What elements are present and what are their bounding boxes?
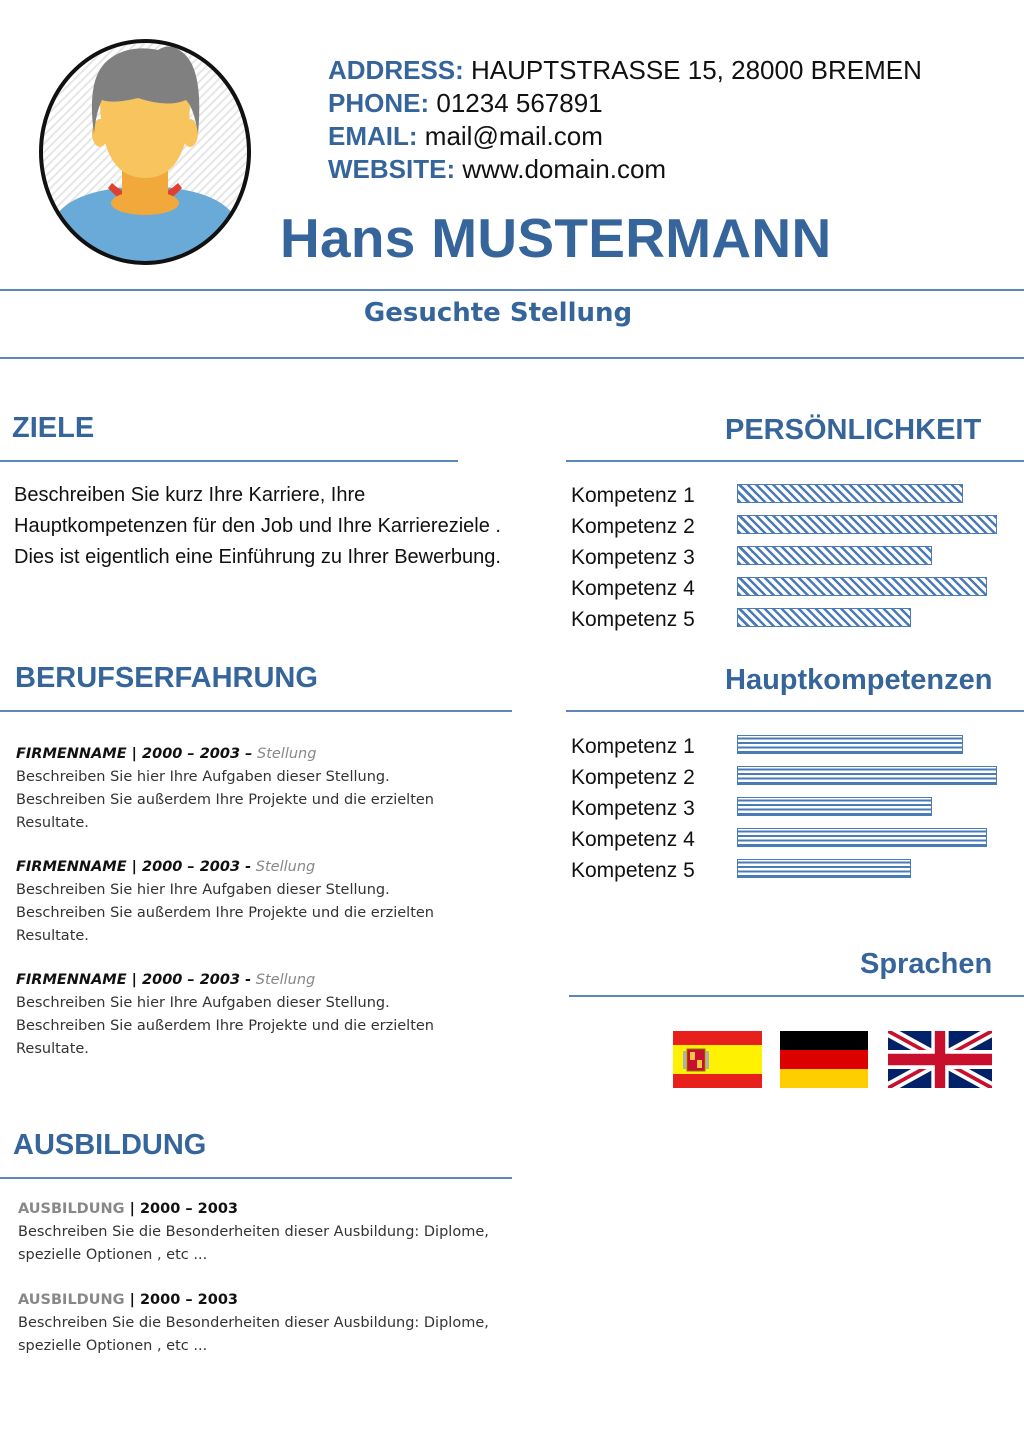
skill-bar — [737, 577, 987, 596]
job-entry — [16, 743, 506, 835]
education-desc: spezielle Optionen , etc ... — [18, 1338, 208, 1354]
phone-value: 01234 567891 — [436, 88, 603, 118]
address-label: ADDRESS: — [328, 55, 464, 85]
experience-divider — [0, 710, 512, 712]
main-skill-bar — [737, 766, 997, 785]
skill-label: Kompetenz 4 — [571, 577, 695, 600]
full-name: Hans MUSTERMANN — [280, 207, 832, 269]
education-years: 2000 – 2003 — [139, 1201, 238, 1217]
job-head: FIRMENNAME | 2000 – 2003 - — [16, 859, 252, 875]
job-desc: Resultate. — [16, 928, 89, 944]
goals-heading: ZIELE — [12, 412, 95, 444]
education-heading: AUSBILDUNG — [13, 1129, 207, 1161]
education-entry — [18, 1289, 518, 1358]
education-divider — [0, 1177, 512, 1179]
skill-label: Kompetenz 1 — [571, 484, 695, 507]
main-skills-divider — [566, 710, 1024, 712]
languages-divider — [569, 995, 1024, 997]
skill-label: Kompetenz 3 — [571, 546, 695, 569]
job-desc: Beschreiben Sie außerdem Ihre Projekte und die erzielten — [16, 905, 434, 921]
job-role: Stellung — [257, 746, 317, 762]
skill-bar — [737, 546, 932, 565]
main-skill-bar — [737, 828, 987, 847]
education-entry — [18, 1198, 518, 1267]
goals-text: Beschreiben Sie kurz Ihre Karriere, Ihre Hauptkompetenzen für den Job und Ihre Karriereziele . Dies ist eigentlich eine Einführung zu Ihrer Bewerbung. — [14, 484, 501, 568]
skill-label: Kompetenz 1 — [571, 735, 695, 758]
email-value: mail@mail.com — [424, 121, 603, 151]
skill-label: Kompetenz 3 — [571, 797, 695, 820]
job-desc: Beschreiben Sie hier Ihre Aufgaben dieser Stellung. — [16, 995, 390, 1011]
germany-flag-icon — [780, 1031, 868, 1088]
experience-heading: BERUFSERFAHRUNG — [15, 662, 318, 694]
job-desc: Resultate. — [16, 1041, 89, 1057]
job-desc: Beschreiben Sie außerdem Ihre Projekte und die erzielten — [16, 1018, 434, 1034]
goals-divider — [0, 460, 458, 462]
job-role: Stellung — [255, 972, 316, 988]
personality-heading: PERSÖNLICHKEIT — [725, 414, 982, 446]
phone-line — [328, 87, 922, 120]
skill-bar — [737, 515, 997, 534]
skill-label: Kompetenz 5 — [571, 859, 695, 882]
address-line — [328, 54, 922, 87]
divider-position — [0, 357, 1024, 359]
email-label: EMAIL: — [328, 121, 418, 151]
skill-label: Kompetenz 4 — [571, 828, 695, 851]
address-value: HAUPTSTRASSE 15, 28000 BREMEN — [471, 55, 922, 85]
job-desc: Beschreiben Sie außerdem Ihre Projekte und die erzielten — [16, 792, 434, 808]
skill-label: Kompetenz 5 — [571, 608, 695, 631]
website-value: www.domain.com — [462, 154, 667, 184]
spain-flag-icon — [673, 1031, 762, 1088]
job-head: FIRMENNAME | 2000 – 2003 – — [16, 746, 253, 762]
job-desc: Beschreiben Sie hier Ihre Aufgaben dieser Stellung. — [16, 769, 390, 785]
main-skill-list — [571, 731, 695, 886]
main-skill-bar — [737, 859, 911, 878]
main-skill-bar — [737, 735, 963, 754]
personality-skill-list — [571, 480, 695, 635]
education-separator: | — [124, 1201, 140, 1217]
uk-flag-icon — [888, 1031, 992, 1088]
education-separator: | — [124, 1292, 140, 1308]
skill-label: Kompetenz 2 — [571, 766, 695, 789]
contact-block — [328, 54, 922, 186]
skill-label: Kompetenz 2 — [571, 515, 695, 538]
education-years: 2000 – 2003 — [139, 1292, 238, 1308]
skill-bar — [737, 608, 911, 627]
job-role: Stellung — [255, 859, 316, 875]
avatar — [38, 38, 252, 266]
job-entry — [16, 856, 506, 948]
skill-bar — [737, 484, 963, 503]
phone-label: PHONE: — [328, 88, 430, 118]
education-desc: Beschreiben Sie die Besonderheiten dieser Ausbildung: Diplome, — [18, 1224, 489, 1240]
education-desc: spezielle Optionen , etc ... — [18, 1247, 208, 1263]
education-desc: Beschreiben Sie die Besonderheiten dieser Ausbildung: Diplome, — [18, 1315, 489, 1331]
email-line — [328, 120, 922, 153]
education-name: AUSBILDUNG — [18, 1201, 125, 1217]
job-entry — [16, 969, 506, 1061]
languages-heading: Sprachen — [860, 948, 993, 980]
website-line — [328, 153, 922, 186]
education-name: AUSBILDUNG — [18, 1292, 125, 1308]
job-head: FIRMENNAME | 2000 – 2003 - — [16, 972, 252, 988]
job-desc: Beschreiben Sie hier Ihre Aufgaben dieser Stellung. — [16, 882, 390, 898]
desired-position: Gesuchte Stellung — [363, 298, 633, 328]
personality-divider — [566, 460, 1024, 462]
website-label: WEBSITE: — [328, 154, 456, 184]
main-skills-heading: Hauptkompetenzen — [725, 664, 993, 696]
job-desc: Resultate. — [16, 815, 89, 831]
main-skill-bar — [737, 797, 932, 816]
divider-top — [0, 289, 1024, 291]
